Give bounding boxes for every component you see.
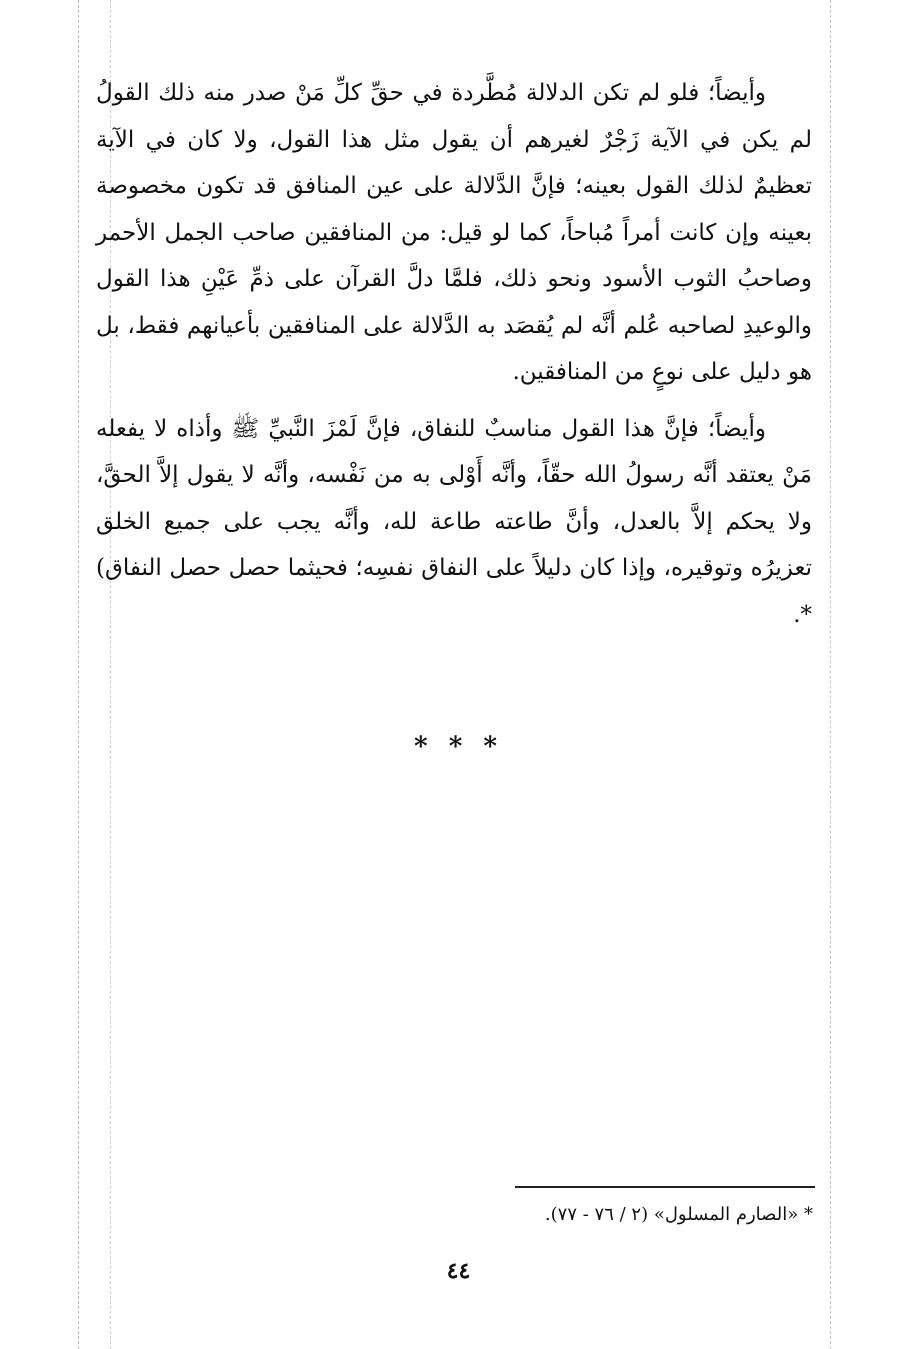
section-separator: * * * <box>414 732 503 762</box>
main-text <box>96 70 812 638</box>
footnote-divider <box>515 1186 815 1188</box>
footnote: * «الصارم المسلول» (٢ / ٧٦ - ٧٧). <box>544 1204 813 1225</box>
scan-guide-line-right <box>830 0 831 1349</box>
paragraph-2: وأيضاً؛ فإنَّ هذا القول مناسبٌ للنفاق، فإنَّ لَمْزَ النَّبيِّ ﷺ وأذاه لا يفعله مَنْ يعتقد أنَّه رسولُ الله حقّاً، وأنَّه أَوْلى به من نَفْسه، وأنَّه لا يقول إلاَّ الحقَّ، ولا يحكم إلاَّ بالعدل، وأنَّ طاعته طاعة لله، وأنَّه يجب على جميع الخلق تعزيرُه وتوقيره، وإذا كان دليلاً على النفاق نفسِه؛ فحيثما حصل حصل النفاق) *. <box>96 415 812 628</box>
scan-guide-line-left <box>78 0 79 1349</box>
paragraph-1: وأيضاً؛ فلو لم تكن الدلالة مُطَّردة في حقِّ كلِّ مَنْ صدر منه ذلك القولُ لم يكن في الآية زَجْرٌ لغيرهم أن يقول مثل هذا القول، ولا كان في الآية تعظيمٌ لذلك القول بعينه؛ فإنَّ الدَّلالة على عين المنافق قد تكون مخصوصة بعينه وإن كانت أمراً مُباحاً، كما لو قيل: من المنافقين صاحب الجمل الأحمر وصاحبُ الثوب الأسود ونحو ذلك، فلمَّا دلَّ القرآن على ذمِّ عَيْنِ هذا القول والوعيدِ لصاحبه عُلم أنَّه لم يُقصَد به الدَّلالة على المنافقين بأعيانهم فقط، بل هو دليل على نوعٍ من المنافقين. <box>96 80 812 385</box>
page-number: ٤٤ <box>446 1258 471 1284</box>
